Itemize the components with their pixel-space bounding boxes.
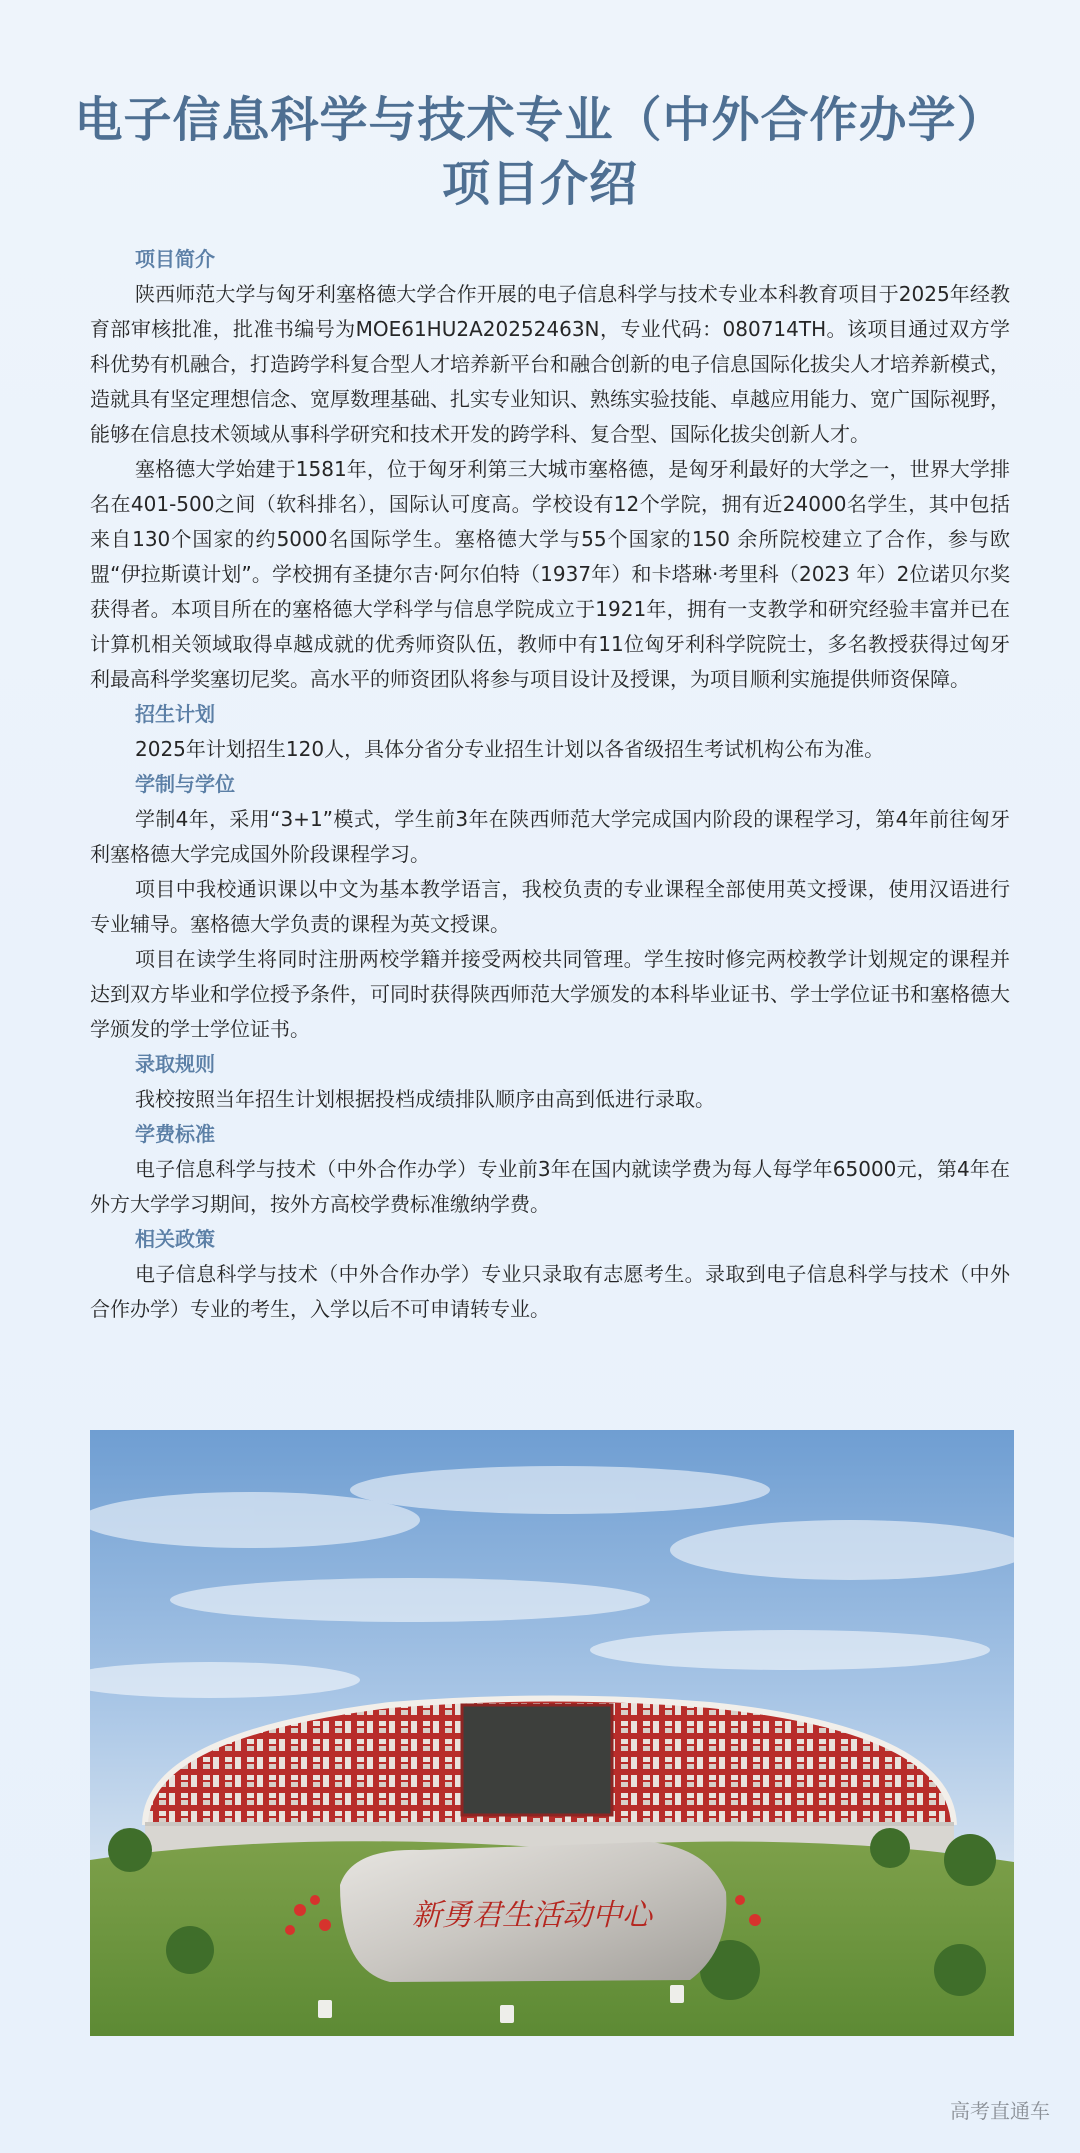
activity-center-illustration	[90, 1430, 1014, 2036]
system-paragraph-3: 项目在读学生将同时注册两校学籍并接受两校共同管理。学生按时修完两校教学计划规定的课程并达到双方毕业和学位授予条件，可同时获得陕西师范大学颁发的本科毕业证书、学士学位证书和塞格德大学颁发的学士学位证书。	[90, 947, 1010, 1041]
plan-paragraph: 2025年计划招生120人，具体分省分专业招生计划以各省级招生考试机构公布为准。	[135, 737, 885, 761]
system-paragraph-2: 项目中我校通识课以中文为基本教学语言，我校负责的专业课程全部使用英文授课，使用汉语进行专业辅导。塞格德大学负责的课程为英文授课。	[90, 877, 1010, 936]
heading-tuition: 学费标准	[135, 1122, 215, 1146]
heading-system: 学制与学位	[135, 772, 235, 796]
intro-paragraph-1: 陕西师范大学与匈牙利塞格德大学合作开展的电子信息科学与技术专业本科教育项目于2025年经教育部审核批准，批准书编号为MOE61HU2A20252463N，专业代码：080714TH。该项目通过双方学科优势有机融合，打造跨学科复合型人才培养新平台和融合创新的电子信息国际化拔尖人才培养新模式，造就具有坚定理想信念、宽厚数理基础、扎实专业知识、熟练实验技能、卓越应用能力、宽广国际视野，能够在信息技术领域从事科学研究和技术开发的跨学科、复合型、国际化拔尖创新人才。	[90, 282, 1010, 446]
policy-paragraph: 电子信息科学与技术（中外合作办学）专业只录取有志愿考生。录取到电子信息科学与技术（中外合作办学）专业的考生，入学以后不可申请转专业。	[90, 1262, 1010, 1321]
page-title	[0, 88, 1080, 216]
admission-paragraph: 我校按照当年招生计划根据投档成绩排队顺序由高到低进行录取。	[135, 1087, 715, 1111]
title-line-1: 电子信息科学与技术专业（中外合作办学）	[74, 92, 1006, 148]
heading-policy: 相关政策	[135, 1227, 215, 1251]
heading-intro: 项目简介	[135, 247, 215, 271]
intro-paragraph-2: 塞格德大学始建于1581年，位于匈牙利第三大城市塞格德，是匈牙利最好的大学之一，世界大学排名在401-500之间（软科排名），国际认可度高。学校设有12个学院，拥有近24000名学生，其中包括来自130个国家的约5000名国际学生。塞格德大学与55个国家的150 余所院校建立了合作，参与欧盟“伊拉斯谟计划”。学校拥有圣捷尔吉·阿尔伯特（1937年）和卡塔琳·考里科（2023 年）2位诺贝尔奖获得者。本项目所在的塞格德大学科学与信息学院成立于1921年，拥有一支教学和研究经验丰富并已在计算机相关领域取得卓越成就的优秀师资队伍，教师中有11位匈牙利科学院院士，多名教授获得过匈牙利最高科学奖塞切尼奖。高水平的师资团队将参与项目设计及授课，为项目顺利实施提供师资保障。	[90, 457, 1010, 691]
stone-inscription: 新勇君生活动中心	[412, 1898, 652, 1933]
campus-photo	[90, 1430, 1014, 2036]
watermark: 高考直通车	[950, 2099, 1050, 2123]
article-body	[90, 242, 1010, 1327]
heading-plan: 招生计划	[135, 702, 215, 726]
stadium-screen	[462, 1705, 612, 1815]
title-line-2: 项目介绍	[441, 156, 638, 212]
tuition-paragraph: 电子信息科学与技术（中外合作办学）专业前3年在国内就读学费为每人每学年65000元，第4年在外方大学学习期间，按外方高校学费标准缴纳学费。	[90, 1157, 1010, 1216]
system-paragraph-1: 学制4年，采用“3+1”模式，学生前3年在陕西师范大学完成国内阶段的课程学习，第4年前往匈牙利塞格德大学完成国外阶段课程学习。	[90, 807, 1010, 866]
heading-admission: 录取规则	[135, 1052, 215, 1076]
